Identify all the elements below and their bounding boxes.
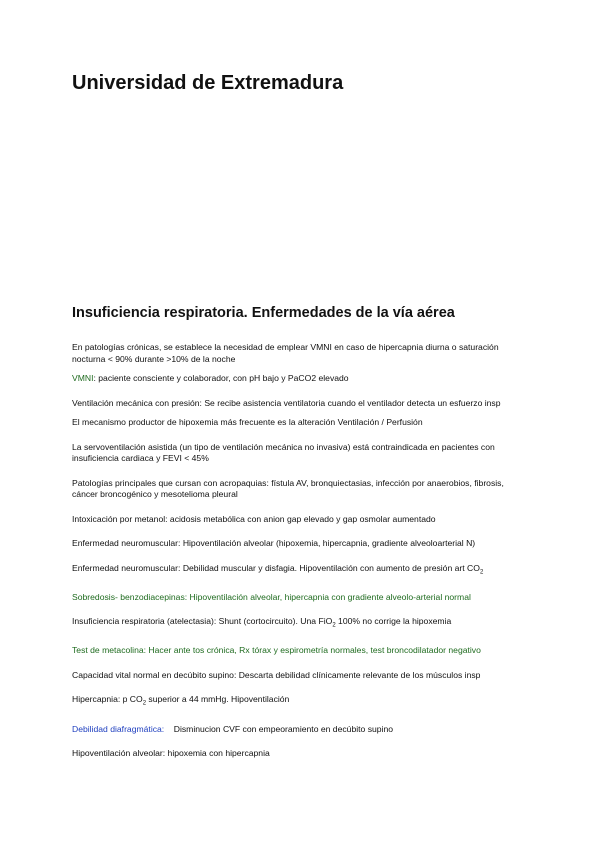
note-13 <box>72 670 532 682</box>
note-16 <box>72 748 532 760</box>
note-text-pre: Hipercapnia: p CO <box>72 694 143 705</box>
note-text-post: 100% no corrige la hipoxemia <box>335 616 452 627</box>
note-3 <box>72 398 532 410</box>
note-text: En patologías crónicas, se establece la necesidad de emplear VMNI en caso de hipercapnia diurna o saturación nocturna < 90% durante >10% de la noche <box>72 342 499 364</box>
note-text: La servoventilación asistida (un tipo de ventilación mecánica no invasiva) está contraindicada en pacientes con insuficiencia cardiaca y FEVI < 45% <box>72 441 495 463</box>
university-title: Universidad de Extremadura <box>72 72 344 94</box>
note-text: Test de metacolina: Hacer ante tos crónica, Rx tórax y espirometría normales, test broncodilatador negativo <box>72 645 481 656</box>
note-text: El mecanismo productor de hipoxemia más frecuente es la alteración Ventilación / Perfusión <box>72 417 423 427</box>
note-lead: VMNI <box>72 373 94 383</box>
subscript: 2 <box>479 569 484 576</box>
note-11 <box>72 616 532 632</box>
note-9 <box>72 563 532 579</box>
note-text: : paciente consciente y colaborador, con pH bajo y PaCO2 elevado <box>93 373 349 383</box>
note-text: Intoxicación por metanol: acidosis metabólica con anion gap elevado y gap osmolar aumentado <box>72 513 436 524</box>
note-text: Hipoventilación alveolar: hipoxemia con hipercapnia <box>72 748 270 759</box>
note-6 <box>72 478 532 501</box>
note-2 <box>72 373 532 385</box>
note-text: Capacidad vital normal en decúbito supino: Descarta debilidad clínicamente relevante de los músculos insp <box>72 669 481 680</box>
note-text: Enfermedad neuromuscular: Hipoventilación alveolar (hipoxemia, hipercapnia, gradiente alveoloarterial N) <box>72 538 476 548</box>
subscript: 2 <box>142 701 147 708</box>
note-5 <box>72 442 532 465</box>
note-7 <box>72 514 532 526</box>
note-text-pre: Insuficiencia respiratoria (atelectasia): Shunt (cortocircuito). Una FiO <box>72 616 333 627</box>
note-4 <box>72 417 532 429</box>
note-text: Patologías principales que cursan con acropaquias: fístula AV, bronquiectasias, infección por anaerobios, fibrosis, cáncer broncogénico y mesotelioma pleural <box>72 477 504 499</box>
note-text: Sobredosis- benzodiacepinas: Hipoventilación alveolar, hipercapnia con gradiente alveolo-arterial normal <box>72 591 471 602</box>
notes-list <box>72 342 532 760</box>
note-15 <box>72 724 532 736</box>
note-lead: Debilidad diafragmática: <box>72 723 165 734</box>
note-text: Disminucion CVF con empeoramiento en decúbito supino <box>164 723 394 734</box>
note-14 <box>72 694 532 710</box>
note-8 <box>72 538 532 550</box>
note-12 <box>72 645 532 657</box>
note-text: Ventilación mecánica con presión: Se recibe asistencia ventilatoria cuando el ventilador detecta un esfuerzo insp <box>72 397 501 408</box>
subscript: 2 <box>332 622 336 629</box>
section-heading: Insuficiencia respiratoria. Enfermedades de la vía aérea <box>72 305 455 321</box>
note-10 <box>72 592 532 604</box>
note-text: Enfermedad neuromuscular: Debilidad muscular y disfagia. Hipoventilación con aumento de presión art CO <box>72 562 480 573</box>
note-text-post: superior a 44 mmHg. Hipoventilación <box>146 694 290 705</box>
note-1 <box>72 342 532 365</box>
